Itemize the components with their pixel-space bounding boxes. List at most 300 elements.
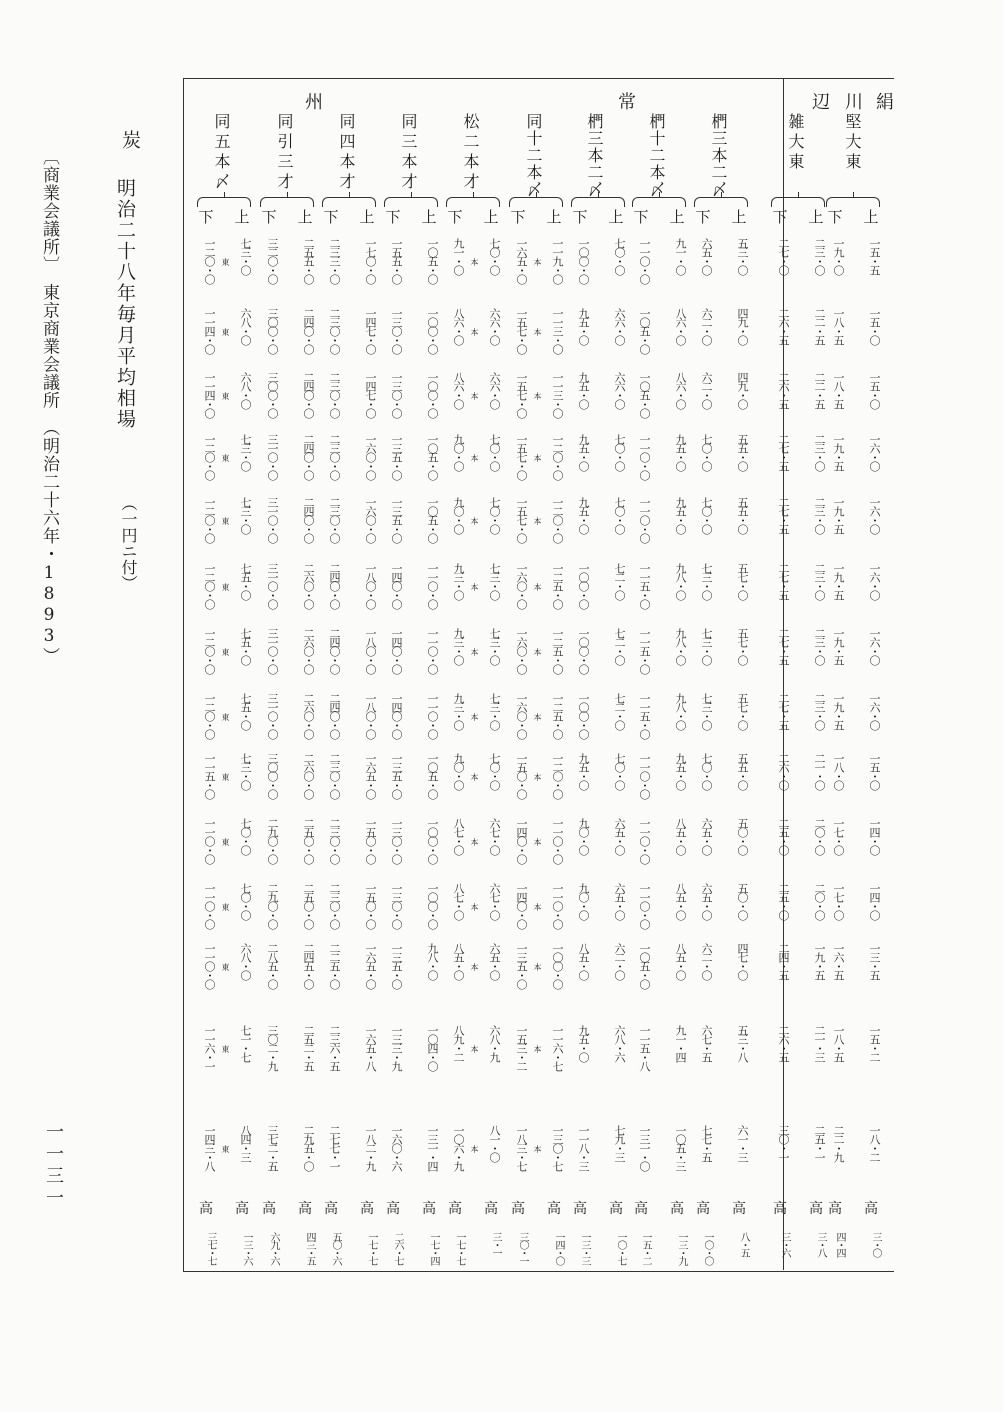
table-cell-lower: 二三六・五	[328, 1025, 341, 1070]
column-mark: 本	[470, 713, 479, 721]
table-cell-upper: 二四〇・〇	[302, 434, 315, 479]
table-cell-lower: 一一〇・〇	[203, 943, 216, 988]
high-label-upper: 高	[609, 1201, 623, 1217]
column-mark: 本	[533, 713, 542, 721]
table-cell-lower: 一一〇・〇	[638, 434, 651, 479]
table-cell-lower: 一五七・〇	[515, 434, 528, 479]
high-label-lower: 高	[511, 1201, 525, 1217]
column-header: 雑大東	[786, 113, 805, 173]
table-cell-upper: 一六・〇	[868, 563, 881, 599]
table-cell-upper: 一五〇・〇	[364, 818, 377, 863]
table-cell-upper: 七三・〇	[488, 693, 501, 729]
table-cell-upper: 一七〇・〇	[364, 238, 377, 283]
table-cell-lower: 一二〇・〇	[203, 693, 216, 738]
table-cell-lower: 一一五・〇	[203, 753, 216, 798]
table-cell-lower: 一一六・一	[203, 1025, 216, 1070]
table-cell-upper: 七二・〇	[613, 563, 626, 599]
table-cell-lower: 一二〇・〇	[203, 497, 216, 542]
table-cell-upper: 一二〇・〇	[551, 753, 564, 798]
table-cell-upper: 一五・二	[868, 1025, 881, 1061]
high-label-upper: 高	[732, 1201, 746, 1217]
group-label-shu: 州	[305, 92, 323, 113]
column-mark: 本	[533, 454, 542, 462]
table-cell-upper: 一一〇・〇	[551, 883, 564, 928]
table-cell-upper: 一〇〇・〇	[426, 883, 439, 928]
table-cell-upper: 四九・〇	[736, 372, 749, 408]
table-cell-upper: 二〇・〇	[813, 818, 826, 854]
table-cell-lower: 一三五・〇	[390, 434, 403, 479]
high-value-upper: 一四・〇	[553, 1232, 564, 1264]
table-cell-upper: 九一・四	[674, 1025, 687, 1061]
high-value-upper: 四三・五	[304, 1232, 315, 1264]
high-label-upper: 高	[422, 1201, 436, 1217]
table-cell-upper: 一六〇・〇	[364, 434, 377, 479]
table-cell-lower: 二七・五	[777, 434, 790, 470]
table-cell-lower: 一八・〇	[832, 753, 845, 789]
table-cell-upper: 二五五・〇	[302, 238, 315, 283]
table-cell-upper: 一五〇・〇	[364, 883, 377, 928]
table-cell-lower: 一三一・〇	[638, 1125, 651, 1170]
table-cell-lower: 二六・五	[777, 1025, 790, 1061]
table-cell-lower: 六五・〇	[700, 883, 713, 919]
table-cell-upper: 二二・五	[813, 372, 826, 408]
high-label-upper: 高	[809, 1201, 823, 1217]
table-cell-lower: 九〇・〇	[452, 434, 465, 470]
column-mark: 本	[470, 517, 479, 525]
table-cell-lower: 一九・五	[832, 497, 845, 533]
table-cell-upper: 一〇五・三	[674, 1125, 687, 1170]
table-cell-lower: 二五・〇	[777, 818, 790, 854]
table-cell-lower: 三〇〇・〇	[266, 308, 279, 353]
table-cell-upper: 一六・〇	[868, 497, 881, 533]
table-cell-lower: 八七・〇	[452, 883, 465, 919]
table-cell-lower: 二七・五	[777, 693, 790, 729]
table-cell-lower: 一五七・〇	[515, 497, 528, 542]
table-cell-lower: 一一〇・〇	[638, 238, 651, 283]
table-cell-lower: 一三五・〇	[390, 497, 403, 542]
table-cell-upper: 一二〇・〇	[551, 497, 564, 542]
table-cell-upper: 六六・〇	[488, 308, 501, 344]
table-cell-lower: 九〇・〇	[452, 497, 465, 533]
table-cell-lower: 一八・五	[832, 372, 845, 408]
table-cell-lower: 一一〇・〇	[638, 497, 651, 542]
table-cell-upper: 一一〇・〇	[551, 818, 564, 863]
table-cell-upper: 一五・〇	[868, 372, 881, 408]
table-cell-lower: 三一〇・〇	[266, 628, 279, 673]
table-cell-upper: 九八・〇	[674, 628, 687, 664]
table-cell-lower: 二七・〇	[777, 238, 790, 274]
high-value-upper: 三・八	[815, 1232, 826, 1256]
high-label-upper: 高	[298, 1201, 312, 1217]
table-cell-upper: 二三・〇	[813, 238, 826, 274]
table-cell-lower: 七七・五	[700, 1125, 713, 1161]
table-cell-upper: 八一・〇	[488, 1125, 501, 1161]
table-cell-upper: 二五二・五	[302, 1025, 315, 1070]
sublabel-lower: 下	[510, 208, 526, 226]
table-cell-lower: 二三〇・〇	[328, 434, 341, 479]
table-cell-upper: 一六五・〇	[364, 753, 377, 798]
table-cell-lower: 二三〇・〇	[328, 753, 341, 798]
sublabel-lower: 下	[447, 208, 463, 226]
table-cell-lower: 一一四・〇	[203, 372, 216, 417]
table-cell-lower: 一一五・〇	[638, 628, 651, 673]
table-cell-lower: 一一四・〇	[203, 308, 216, 353]
table-cell-upper: 二一・三	[813, 1025, 826, 1061]
high-value-lower: 六九・六	[268, 1232, 279, 1264]
table-cell-lower: 七三・〇	[700, 628, 713, 664]
table-cell-upper: 一二〇・〇	[551, 434, 564, 479]
table-cell-upper: 七三・〇	[488, 628, 501, 664]
high-value-upper: 一三・六	[241, 1232, 252, 1264]
table-cell-lower: 九〇・〇	[577, 818, 590, 854]
column-mark: 本	[470, 648, 479, 656]
table-cell-upper: 七三・〇	[488, 563, 501, 599]
table-cell-upper: 一四七・〇	[364, 308, 377, 353]
high-value-upper: 一七・四	[428, 1232, 439, 1264]
table-cell-upper: 八六・〇	[674, 308, 687, 344]
high-value-lower: 一〇・〇	[702, 1232, 713, 1264]
table-cell-lower: 一〇〇・〇	[577, 628, 590, 673]
table-cell-lower: 七〇・〇	[700, 434, 713, 470]
table-cell-upper: 七二・〇	[613, 628, 626, 664]
table-cell-lower: 二七・五	[777, 628, 790, 664]
table-cell-upper: 九八・〇	[674, 693, 687, 729]
table-cell-lower: 一九・五	[832, 563, 845, 599]
table-cell-lower: 一九・五	[832, 693, 845, 729]
sublabel-upper: 上	[483, 208, 499, 226]
table-cell-lower: 一六〇・〇	[515, 693, 528, 738]
group-label-hen: 辺	[812, 92, 830, 113]
table-cell-lower: 二六・五	[777, 308, 790, 344]
table-cell-upper: 二二・五	[813, 308, 826, 344]
table-cell-upper: 一八〇・〇	[364, 563, 377, 608]
table-cell-upper: 一〇四・〇	[426, 1025, 439, 1070]
column-mark: 本	[470, 328, 479, 336]
high-value-lower: 二六・七	[392, 1232, 403, 1264]
sublabel-lower: 下	[695, 208, 711, 226]
table-cell-upper: 七二・〇	[613, 693, 626, 729]
table-cell-lower: 一一〇・〇	[203, 818, 216, 863]
table-cell-upper: 六二・〇	[613, 943, 626, 979]
table-cell-upper: 二四〇・〇	[302, 308, 315, 353]
table-cell-upper: 六六・〇	[488, 372, 501, 408]
table-cell-lower: 一四〇・〇	[390, 563, 403, 608]
table-cell-upper: 一五・〇	[868, 753, 881, 789]
sublabel-lower: 下	[385, 208, 401, 226]
table-cell-upper: 二三・〇	[813, 563, 826, 599]
column-mark: 本	[470, 392, 479, 400]
column-mark: 本	[470, 838, 479, 846]
table-cell-upper: 一六五・八	[364, 1025, 377, 1070]
table-cell-upper: 五〇・〇	[736, 818, 749, 854]
group-label-kawa: 川	[845, 92, 863, 113]
table-cell-lower: 八五・〇	[577, 943, 590, 979]
table-cell-upper: 六六・〇	[613, 372, 626, 408]
high-label-lower: 高	[634, 1201, 648, 1217]
table-cell-upper: 六七・〇	[488, 818, 501, 854]
table-cell-upper: 七〇・〇	[239, 883, 252, 919]
table-cell-upper: 一三・五	[868, 943, 881, 979]
table-cell-upper: 一八〇・〇	[364, 693, 377, 738]
table-cell-upper: 七三・〇	[239, 238, 252, 274]
table-cell-upper: 五五・〇	[736, 753, 749, 789]
table-cell-lower: 九三・〇	[452, 693, 465, 729]
table-cell-upper: 九五・〇	[674, 753, 687, 789]
table-cell-upper: 七五・〇	[239, 563, 252, 599]
high-value-lower: 三〇・一	[517, 1232, 528, 1264]
table-cell-upper: 五七・〇	[736, 563, 749, 599]
table-cell-lower: 六七・五	[700, 1025, 713, 1061]
column-header: 同五本〆	[212, 113, 231, 193]
column-mark: 東	[221, 517, 230, 525]
table-cell-upper: 一一九・〇	[551, 238, 564, 283]
table-cell-lower: 二四〇・〇	[328, 628, 341, 673]
table-cell-lower: 七〇・〇	[700, 753, 713, 789]
sublabel-lower: 下	[827, 208, 843, 226]
table-cell-upper: 八四・三	[239, 1125, 252, 1161]
table-cell-lower: 一一五・八	[638, 1025, 651, 1070]
table-cell-lower: 一一五・〇	[638, 563, 651, 608]
table-cell-lower: 二三〇・〇	[328, 308, 341, 353]
column-mark: 本	[533, 328, 542, 336]
column-header: 同四本才	[337, 113, 356, 193]
table-cell-lower: 一二〇・〇	[203, 434, 216, 479]
table-cell-lower: 一九・〇	[832, 238, 845, 274]
table-cell-lower: 六五・〇	[700, 818, 713, 854]
table-cell-lower: 三〇〇・〇	[266, 372, 279, 417]
table-cell-lower: 三一〇・〇	[266, 693, 279, 738]
column-mark: 本	[470, 903, 479, 911]
table-cell-upper: 一一三・〇	[551, 308, 564, 353]
high-value-lower: 五〇・六	[330, 1232, 341, 1264]
column-mark: 本	[470, 583, 479, 591]
table-cell-upper: 九八・〇	[426, 943, 439, 979]
table-cell-upper: 二四〇・〇	[302, 372, 315, 417]
table-cell-upper: 六一・三	[736, 1125, 749, 1161]
table-cell-upper: 二三・〇	[813, 693, 826, 729]
table-cell-upper: 六八・九	[488, 1025, 501, 1061]
column-mark: 本	[533, 1045, 542, 1053]
column-mark: 本	[533, 963, 542, 971]
table-cell-upper: 一二五・〇	[551, 563, 564, 608]
table-cell-upper: 一六五・〇	[364, 943, 377, 988]
table-cell-lower: 八六・〇	[452, 372, 465, 408]
high-value-upper: 八・五	[738, 1232, 749, 1256]
table-cell-lower: 二三〇・〇	[328, 818, 341, 863]
table-cell-upper: 六八・六	[613, 1025, 626, 1061]
table-cell-upper: 九八・〇	[674, 563, 687, 599]
table-cell-lower: 二九〇・〇	[266, 818, 279, 863]
sublabel-upper: 上	[863, 208, 879, 226]
table-cell-lower: 二四〇・〇	[328, 563, 341, 608]
table-cell-upper: 二六〇・〇	[302, 753, 315, 798]
table-cell-lower: 六二・〇	[700, 308, 713, 344]
table-cell-lower: 一三三・九	[390, 1025, 403, 1070]
sublabel-lower: 下	[261, 208, 277, 226]
table-cell-upper: 一五・五	[868, 238, 881, 274]
table-cell-lower: 一〇〇・〇	[577, 693, 590, 738]
table-cell-lower: 二二五・〇	[328, 943, 341, 988]
table-cell-lower: 三一〇・〇	[266, 563, 279, 608]
table-cell-lower: 九五・〇	[577, 434, 590, 470]
table-cell-lower: 九五・〇	[577, 1025, 590, 1061]
table-cell-lower: 九五・〇	[577, 753, 590, 789]
table-cell-upper: 一二五・〇	[551, 693, 564, 738]
table-cell-lower: 一四〇・〇	[515, 818, 528, 863]
table-cell-upper: 一〇五・〇	[426, 238, 439, 283]
table-cell-lower: 一五七・〇	[515, 372, 528, 417]
table-cell-upper: 一〇五・〇	[426, 434, 439, 479]
table-cell-lower: 三一〇・〇	[266, 497, 279, 542]
table-cell-upper: 二一・〇	[813, 753, 826, 789]
column-mark: 本	[470, 454, 479, 462]
table-cell-lower: 八五・〇	[452, 943, 465, 979]
high-value-upper: 一三・九	[676, 1232, 687, 1264]
table-cell-upper: 七三・〇	[239, 497, 252, 533]
table-cell-upper: 二〇・〇	[813, 883, 826, 919]
table-cell-upper: 一〇〇・〇	[426, 372, 439, 417]
table-cell-lower: 二八五・〇	[266, 943, 279, 988]
column-mark: 本	[470, 1145, 479, 1153]
table-cell-upper: 七五・〇	[239, 693, 252, 729]
table-cell-lower: 二三〇・〇	[328, 497, 341, 542]
table-cell-upper: 一〇五・〇	[426, 753, 439, 798]
page-number: 一一三一	[43, 1122, 64, 1210]
table-cell-upper: 六七・〇	[488, 883, 501, 919]
high-value-lower: 一三・三	[579, 1232, 590, 1264]
table-cell-lower: 二六・五	[777, 372, 790, 408]
high-label-upper: 高	[547, 1201, 561, 1217]
table-cell-upper: 四九・〇	[736, 308, 749, 344]
column-mark: 本	[533, 773, 542, 781]
table-cell-upper: 一六・〇	[868, 434, 881, 470]
table-cell-lower: 二七・五	[777, 563, 790, 599]
table-cell-lower: 一六〇・〇	[515, 563, 528, 608]
group-label-kinu: 絹	[876, 92, 894, 113]
table-cell-upper: 二四五・〇	[302, 943, 315, 988]
column-mark: 本	[533, 583, 542, 591]
table-cell-upper: 一四七・〇	[364, 372, 377, 417]
table-cell-lower: 二九〇・〇	[266, 883, 279, 928]
column-header: 同三本才	[399, 113, 418, 193]
table-cell-lower: 一六・五	[832, 943, 845, 979]
table-cell-lower: 二六・〇	[777, 753, 790, 789]
column-mark: 東	[221, 258, 230, 266]
table-cell-upper: 九五・〇	[674, 497, 687, 533]
table-cell-upper: 二六〇・〇	[302, 563, 315, 608]
table-cell-lower: 六二・〇	[700, 372, 713, 408]
table-cell-lower: 二七七・一	[328, 1125, 341, 1170]
table-cell-lower: 一四〇・〇	[390, 628, 403, 673]
high-label-lower: 高	[828, 1201, 842, 1217]
table-cell-upper: 二三・〇	[813, 497, 826, 533]
column-mark: 東	[221, 713, 230, 721]
group-label-jo: 常	[618, 92, 636, 113]
column-mark: 東	[221, 838, 230, 846]
table-cell-lower: 一〇五・〇	[638, 372, 651, 417]
table-cell-lower: 一〇〇・〇	[577, 238, 590, 283]
table-cell-upper: 一三〇・七	[551, 1125, 564, 1170]
table-cell-upper: 一一〇・〇	[426, 563, 439, 608]
item-label: 炭	[119, 130, 141, 149]
table-cell-lower: 一六〇・〇	[515, 628, 528, 673]
column-header: 松二本才	[461, 113, 480, 193]
high-value-lower: 一五・二	[640, 1232, 651, 1264]
column-header: 椚三本二〆	[585, 113, 604, 198]
table-cell-upper: 七〇・〇	[613, 497, 626, 533]
table-title: 明治二十八年毎月平均相場	[114, 178, 136, 430]
table-cell-upper: 七〇・〇	[488, 238, 501, 274]
table-cell-lower: 一九・五	[832, 434, 845, 470]
table-cell-upper: 七〇・〇	[488, 434, 501, 470]
table-cell-upper: 七〇・〇	[488, 497, 501, 533]
table-cell-lower: 八六・〇	[452, 308, 465, 344]
table-cell-lower: 八九・二	[452, 1025, 465, 1061]
table-cell-upper: 五〇・〇	[736, 883, 749, 919]
high-label-upper: 高	[484, 1201, 498, 1217]
high-value-upper: 一〇・七	[615, 1232, 626, 1264]
table-cell-lower: 一〇〇・〇	[577, 563, 590, 608]
sublabel-lower: 下	[198, 208, 214, 226]
table-cell-upper: 一三一・四	[426, 1125, 439, 1170]
table-cell-lower: 一六五・〇	[515, 238, 528, 283]
table-cell-upper: 五三・〇	[736, 238, 749, 274]
table-cell-upper: 五七・〇	[736, 693, 749, 729]
column-header: 椚十二本〆	[647, 113, 666, 198]
column-mark: 本	[470, 773, 479, 781]
column-header: 堅大東	[843, 113, 862, 173]
table-cell-upper: 七九・三	[613, 1125, 626, 1161]
table-cell-upper: 七〇・〇	[613, 434, 626, 470]
table-cell-lower: 六二・〇	[700, 943, 713, 979]
column-mark: 東	[221, 454, 230, 462]
table-cell-lower: 七〇・〇	[700, 497, 713, 533]
table-cell-upper: 五七・〇	[736, 628, 749, 664]
table-cell-lower: 二四〇・〇	[328, 693, 341, 738]
table-cell-lower: 一六〇・六	[390, 1125, 403, 1170]
high-value-upper: 一七・七	[366, 1232, 377, 1264]
high-value-lower: 一七・七	[454, 1232, 465, 1264]
table-cell-lower: 一一〇・〇	[638, 753, 651, 798]
table-cell-upper: 八五・〇	[674, 818, 687, 854]
table-cell-upper: 八五・〇	[674, 943, 687, 979]
table-cell-upper: 五三・八	[736, 1025, 749, 1061]
high-label-lower: 高	[773, 1201, 787, 1217]
table-cell-lower: 一九・五	[832, 628, 845, 664]
column-mark: 本	[470, 258, 479, 266]
table-cell-lower: 二三〇・〇	[328, 372, 341, 417]
table-cell-upper: 四七・〇	[736, 943, 749, 979]
table-cell-upper: 五五・〇	[736, 497, 749, 533]
table-cell-lower: 一三五・〇	[390, 753, 403, 798]
table-cell-lower: 一一〇・〇	[203, 883, 216, 928]
table-cell-lower: 一四〇・〇	[515, 883, 528, 928]
table-cell-lower: 二二・九	[832, 1125, 845, 1161]
column-mark: 本	[470, 963, 479, 971]
unit-note: （一円ニ付）	[119, 495, 138, 591]
table-cell-upper: 二九五・〇	[302, 1125, 315, 1170]
table-cell-upper: 一一六・七	[551, 1025, 564, 1070]
table-cell-lower: 九五・〇	[577, 372, 590, 408]
high-label-lower: 高	[386, 1201, 400, 1217]
sublabel-lower: 下	[633, 208, 649, 226]
table-cell-lower: 二七・五	[777, 497, 790, 533]
table-cell-lower: 一三五・〇	[515, 943, 528, 988]
table-cell-lower: 一五三・二	[515, 1025, 528, 1070]
high-value-upper: 三・一	[490, 1232, 501, 1256]
high-label-upper: 高	[670, 1201, 684, 1217]
high-value-upper: 三・〇	[870, 1232, 881, 1256]
